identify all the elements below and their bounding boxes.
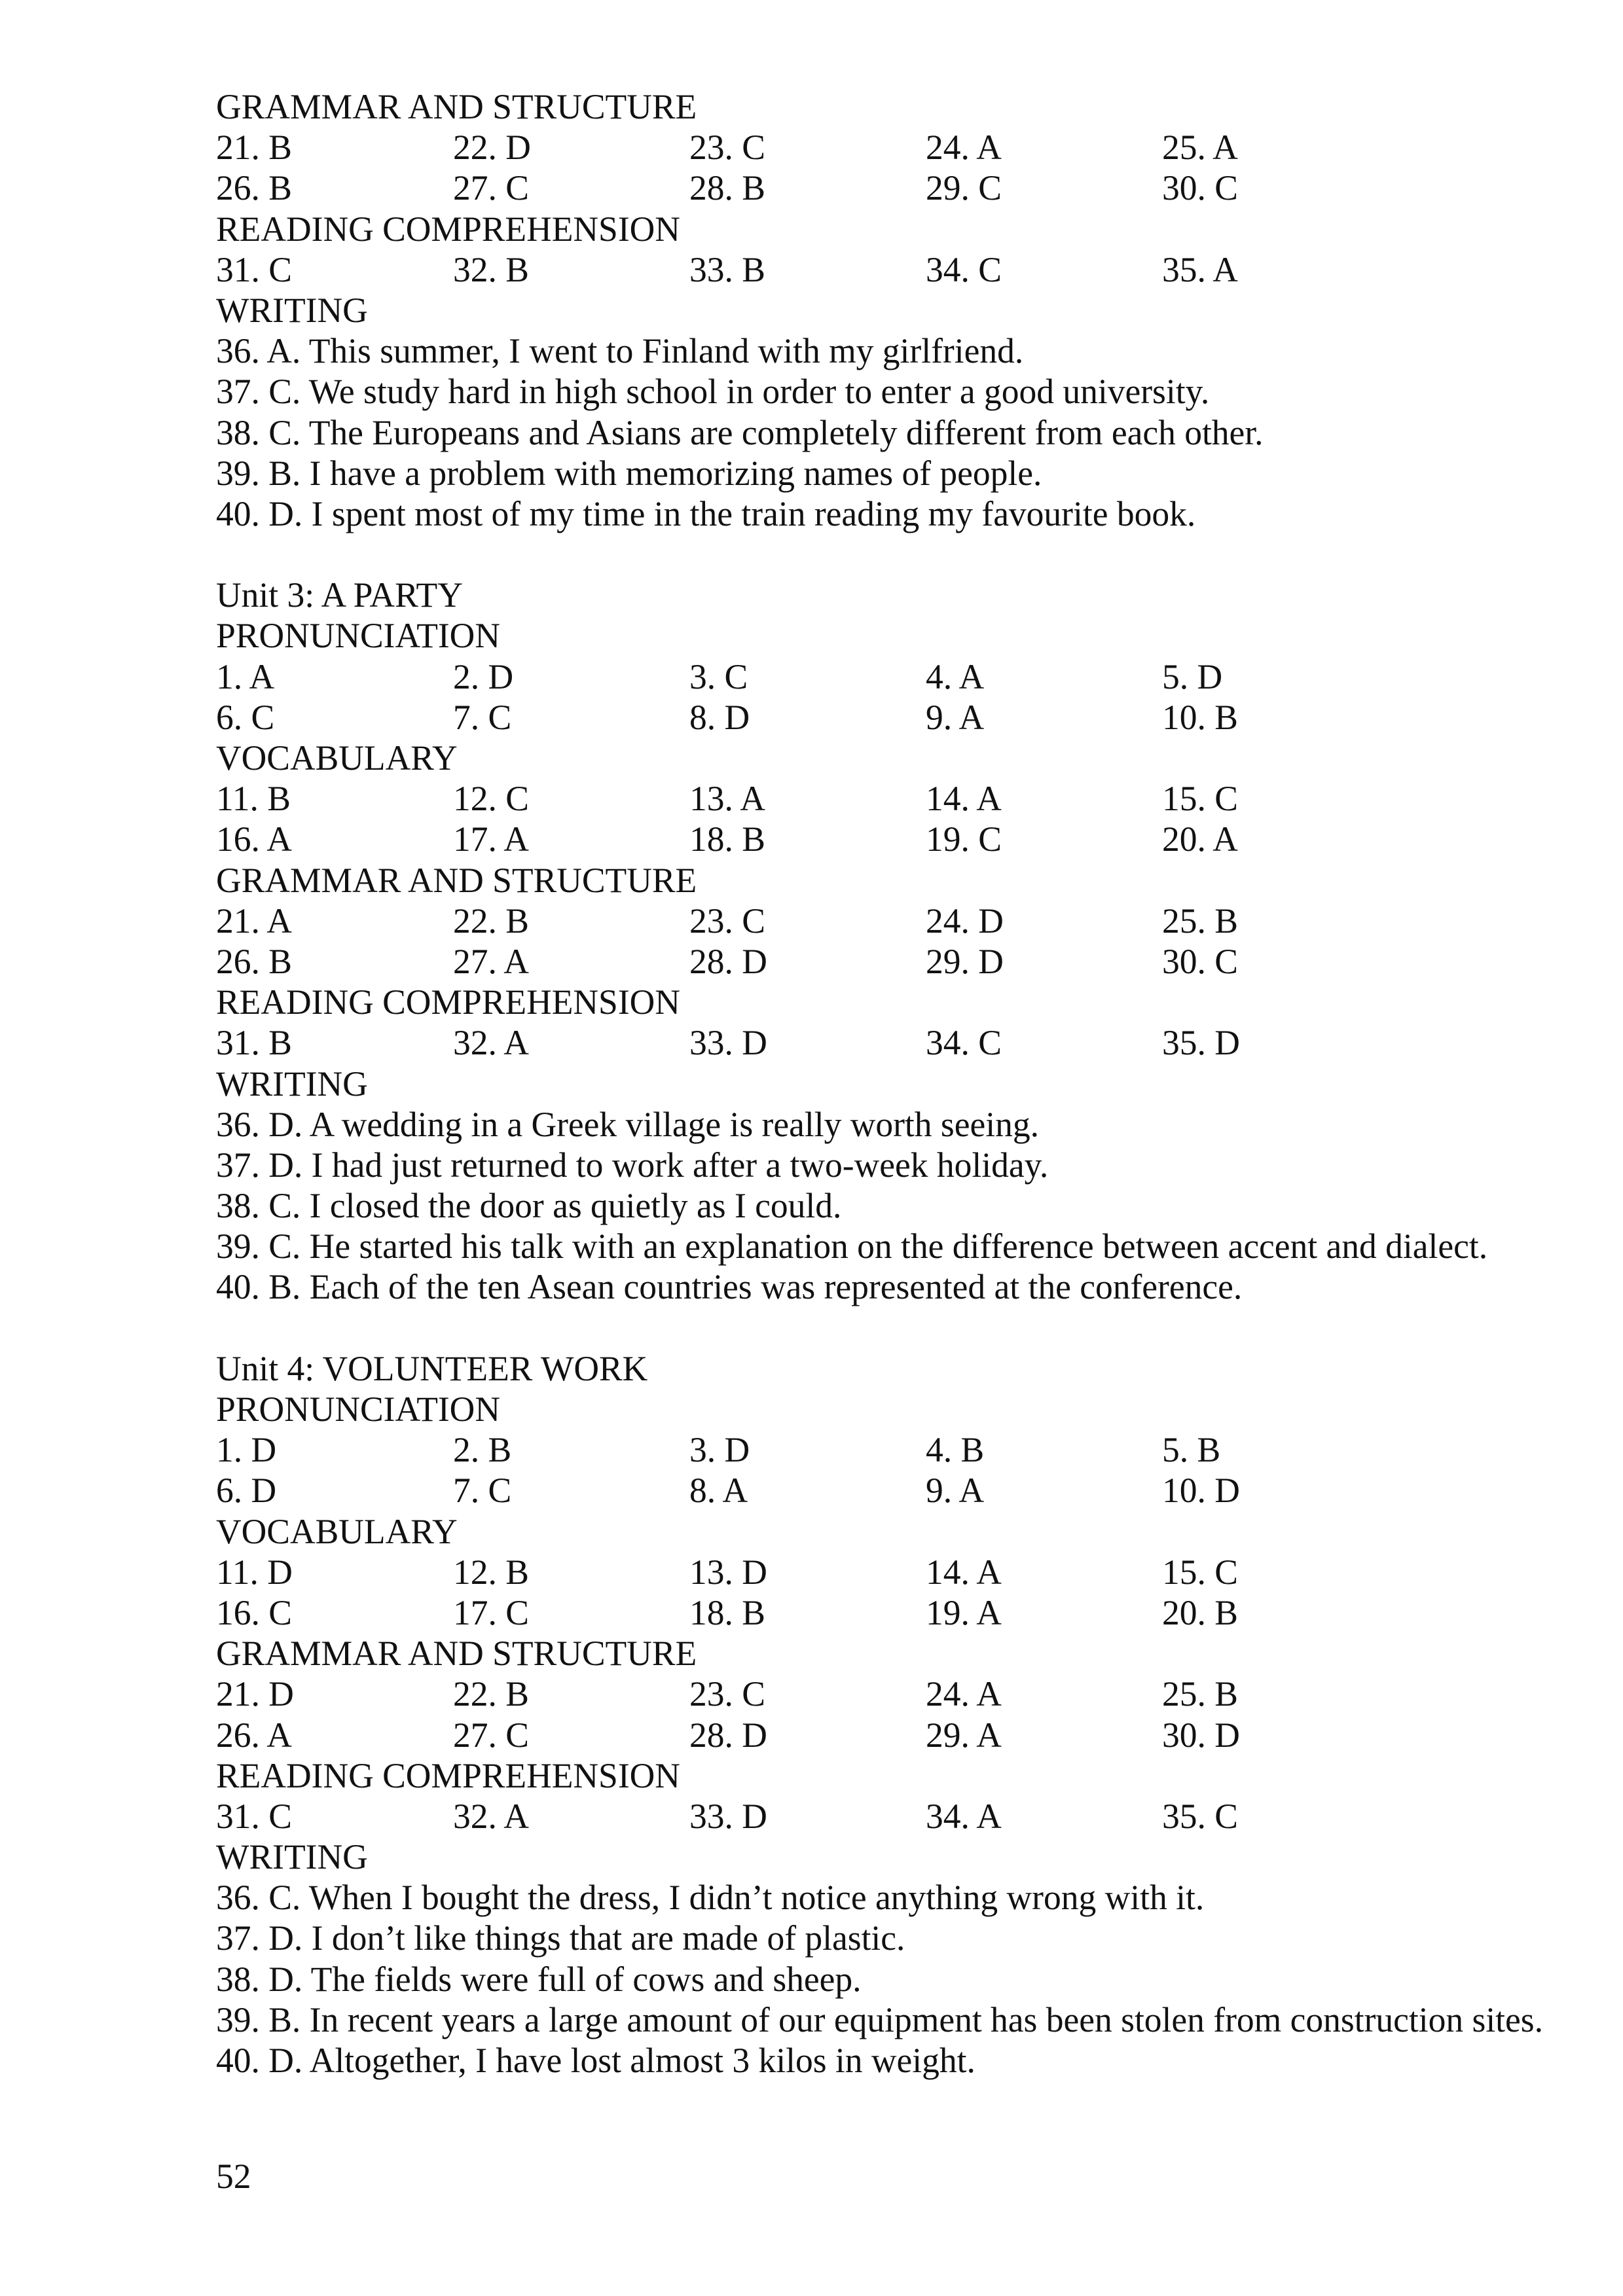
answer-item: 27. A [453,941,529,981]
section-heading-reading: READING COMPREHENSION [216,1755,680,1795]
answer-item: 27. C [453,168,529,208]
answer-row [216,1796,1591,1837]
answer-item: 7. C [453,1471,512,1511]
section-heading-writing: WRITING [216,290,368,330]
section-heading-pronunciation: PRONUNCIATION [216,616,500,656]
answer-item: 15. C [1162,779,1238,819]
answer-item: 22. B [453,901,529,941]
spacer [216,1308,1591,1348]
answer-item: 10. B [1162,697,1238,737]
writing-answer: 40. D. Altogether, I have lost almost 3 kilos in weight. [216,2041,976,2080]
answer-item: 23. C [689,128,765,168]
answer-item: 12. C [453,779,529,819]
answer-item: 26. B [216,168,292,208]
writing-answer: 38. C. The Europeans and Asians are completely different from each other. [216,412,1264,452]
answer-row [216,1470,1591,1511]
answer-item: 11. D [216,1552,293,1592]
answer-row [216,697,1591,738]
answer-item: 22. D [453,128,531,168]
answer-item: 9. A [926,1471,985,1511]
answer-item: 21. A [216,901,292,941]
writing-answer: 39. B. In recent years a large amount of our equipment has been stolen from construction sites. [216,2000,1543,2039]
answer-item: 34. A [926,1796,1002,1836]
answer-item: 15. C [1162,1552,1238,1592]
answer-key-page [216,86,1591,2081]
unit-title: Unit 4: VOLUNTEER WORK [216,1348,648,1388]
writing-answer: 37. D. I had just returned to work after a two-week holiday. [216,1145,1049,1185]
answer-item: 24. A [926,128,1002,168]
section-heading-writing: WRITING [216,1837,368,1877]
answer-item: 10. D [1162,1471,1240,1511]
answer-row [216,1022,1591,1063]
answer-item: 5. D [1162,656,1223,696]
answer-item: 29. D [926,941,1004,981]
answer-item: 17. A [453,819,529,859]
answer-item: 4. A [926,656,985,696]
answer-item: 34. C [926,249,1002,289]
answer-item: 11. B [216,779,291,819]
answer-item: 13. A [689,779,765,819]
unit-4-block [216,1348,1591,2081]
answer-item: 17. C [453,1592,529,1632]
answer-row [216,1674,1591,1714]
answer-item: 34. C [926,1023,1002,1063]
answer-item: 21. B [216,128,292,168]
writing-answer: 39. C. He started his talk with an explanation on the difference between accent and dialect. [216,1227,1488,1266]
writing-answer: 39. B. I have a problem with memorizing names of people. [216,453,1042,493]
answer-item: 18. B [689,1592,765,1632]
answer-item: 31. C [216,1796,292,1836]
answer-item: 1. D [216,1430,277,1470]
writing-answer: 37. D. I don’t like things that are made of plastic. [216,1918,905,1958]
answer-item: 3. D [689,1430,750,1470]
answer-item: 14. A [926,1552,1002,1592]
answer-row [216,901,1591,941]
answer-row [216,941,1591,982]
writing-answer: 40. D. I spent most of my time in the train reading my favourite book. [216,493,1196,533]
answer-item: 24. A [926,1674,1002,1714]
answer-item: 25. B [1162,901,1238,941]
unit-title: Unit 3: A PARTY [216,575,463,615]
answer-item: 25. B [1162,1674,1238,1714]
answer-item: 24. D [926,901,1004,941]
writing-answer: 38. D. The fields were full of cows and sheep. [216,1959,862,1999]
answer-item: 35. A [1162,249,1238,289]
unit-2-continuation [216,86,1591,534]
answer-item: 16. C [216,1592,292,1632]
section-heading-vocabulary: VOCABULARY [216,738,458,778]
section-heading-reading: READING COMPREHENSION [216,209,680,249]
answer-row [216,778,1591,819]
answer-item: 16. A [216,819,292,859]
answer-item: 28. D [689,941,767,981]
section-heading-writing: WRITING [216,1064,368,1103]
answer-item: 8. D [689,697,750,737]
section-heading-pronunciation: PRONUNCIATION [216,1390,500,1429]
answer-item: 6. C [216,697,275,737]
answer-item: 33. D [689,1796,767,1836]
section-heading-grammar: GRAMMAR AND STRUCTURE [216,1634,697,1674]
answer-item: 1. A [216,656,275,696]
answer-row [216,249,1591,290]
answer-item: 8. A [689,1471,748,1511]
writing-answer: 36. D. A wedding in a Greek village is really worth seeing. [216,1104,1039,1144]
answer-item: 20. B [1162,1592,1238,1632]
answer-item: 5. B [1162,1430,1221,1470]
answer-row [216,168,1591,208]
answer-item: 13. D [689,1552,767,1592]
answer-item: 29. C [926,168,1002,208]
answer-item: 33. D [689,1023,767,1063]
answer-item: 27. C [453,1715,529,1755]
answer-item: 14. A [926,779,1002,819]
answer-item: 33. B [689,249,765,289]
answer-item: 6. D [216,1471,277,1511]
answer-item: 26. B [216,941,292,981]
answer-item: 30. C [1162,941,1238,981]
answer-item: 19. A [926,1592,1002,1632]
answer-row [216,656,1591,697]
writing-answer: 36. A. This summer, I went to Finland with my girlfriend. [216,331,1024,371]
page-number: 52 [216,2157,251,2196]
answer-item: 31. B [216,1023,292,1063]
answer-item: 28. D [689,1715,767,1755]
answer-row [216,819,1591,859]
answer-item: 28. B [689,168,765,208]
answer-item: 30. C [1162,168,1238,208]
spacer [216,534,1591,575]
section-heading-grammar: GRAMMAR AND STRUCTURE [216,860,697,900]
section-heading-reading: READING COMPREHENSION [216,982,680,1022]
writing-answer: 38. C. I closed the door as quietly as I could. [216,1186,842,1226]
answer-row [216,1592,1591,1633]
answer-item: 12. B [453,1552,529,1592]
writing-answer: 40. B. Each of the ten Asean countries was represented at the conference. [216,1267,1243,1307]
answer-item: 2. B [453,1430,512,1470]
answer-item: 35. C [1162,1796,1238,1836]
answer-row [216,1429,1591,1470]
answer-item: 20. A [1162,819,1238,859]
answer-row [216,1715,1591,1755]
answer-item: 32. A [453,1796,529,1836]
answer-item: 9. A [926,697,985,737]
writing-answer: 37. C. We study hard in high school in order to enter a good university. [216,372,1210,412]
answer-item: 3. C [689,656,748,696]
answer-item: 30. D [1162,1715,1240,1755]
answer-item: 32. A [453,1023,529,1063]
answer-row [216,1552,1591,1592]
answer-item: 21. D [216,1674,294,1714]
answer-item: 19. C [926,819,1002,859]
answer-item: 4. B [926,1430,985,1470]
answer-item: 18. B [689,819,765,859]
answer-item: 23. C [689,1674,765,1714]
answer-item: 35. D [1162,1023,1240,1063]
answer-item: 31. C [216,249,292,289]
section-heading-vocabulary: VOCABULARY [216,1511,458,1551]
answer-item: 29. A [926,1715,1002,1755]
answer-item: 7. C [453,697,512,737]
unit-3-block [216,575,1591,1307]
answer-item: 26. A [216,1715,292,1755]
answer-item: 23. C [689,901,765,941]
answer-item: 2. D [453,656,514,696]
answer-item: 22. B [453,1674,529,1714]
answer-item: 25. A [1162,128,1238,168]
writing-answer: 36. C. When I bought the dress, I didn’t notice anything wrong with it. [216,1878,1205,1918]
answer-row [216,127,1591,168]
answer-item: 32. B [453,249,529,289]
section-heading-grammar: GRAMMAR AND STRUCTURE [216,87,697,126]
